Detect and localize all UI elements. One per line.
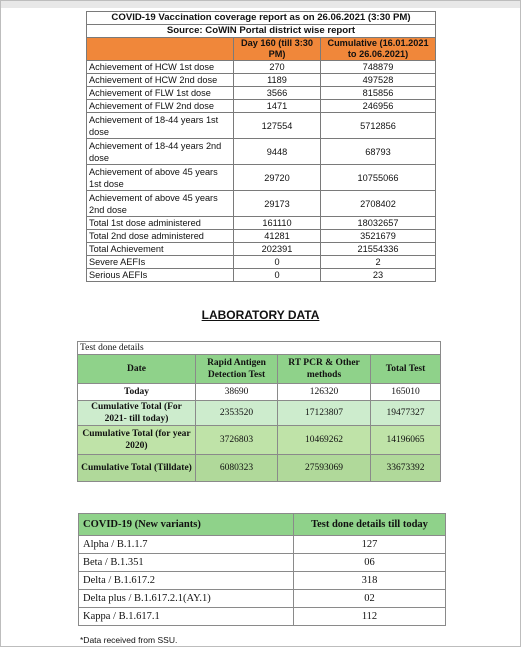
- row-label: Achievement of HCW 2nd dose: [87, 74, 234, 87]
- table-row: [87, 61, 436, 74]
- variant-count: 06: [294, 554, 446, 572]
- lab-row-rat: 6080323: [196, 455, 278, 482]
- vaccination-header-blank: [87, 38, 234, 61]
- variant-name: Kappa / B.1.617.1: [79, 608, 294, 626]
- row-day: 9448: [234, 139, 321, 165]
- lab-row-label: Today: [78, 384, 196, 401]
- row-label: Achievement of above 45 years 2nd dose: [87, 191, 234, 217]
- laboratory-table: [77, 341, 441, 482]
- table-row: [87, 100, 436, 113]
- vaccination-header-day: Day 160 (till 3:30 PM): [234, 38, 321, 61]
- table-row: [87, 87, 436, 100]
- table-row: [78, 401, 441, 426]
- row-cumulative: 21554336: [321, 243, 436, 256]
- row-cumulative: 68793: [321, 139, 436, 165]
- variant-count: 02: [294, 590, 446, 608]
- row-day: 41281: [234, 230, 321, 243]
- table-row: [79, 572, 446, 590]
- lab-row-label: Cumulative Total (for year 2020): [78, 426, 196, 455]
- variant-name: Delta plus / B.1.617.2.1(AY.1): [79, 590, 294, 608]
- lab-row-rat: 2353520: [196, 401, 278, 426]
- table-row: [87, 139, 436, 165]
- variant-name: Alpha / B.1.1.7: [79, 536, 294, 554]
- row-cumulative: 23: [321, 269, 436, 282]
- variant-count: 127: [294, 536, 446, 554]
- table-row: [79, 608, 446, 626]
- variant-count: 318: [294, 572, 446, 590]
- table-row: [79, 554, 446, 572]
- lab-row-rtpcr: 126320: [278, 384, 371, 401]
- row-day: 29720: [234, 165, 321, 191]
- row-cumulative: 5712856: [321, 113, 436, 139]
- table-row: [87, 230, 436, 243]
- table-row: [87, 243, 436, 256]
- lab-row-rtpcr: 10469262: [278, 426, 371, 455]
- vaccination-source: Source: CoWIN Portal district wise report: [87, 25, 436, 38]
- row-day: 202391: [234, 243, 321, 256]
- table-row: [87, 165, 436, 191]
- lab-row-total: 33673392: [371, 455, 441, 482]
- table-row: [79, 590, 446, 608]
- row-cumulative: 2: [321, 256, 436, 269]
- lab-header-total: Total Test: [371, 355, 441, 384]
- laboratory-heading: LABORATORY DATA: [201, 308, 320, 322]
- lab-caption: Test done details: [78, 342, 441, 355]
- table-row: [78, 384, 441, 401]
- lab-row-label: Cumulative Total (Tilldate): [78, 455, 196, 482]
- vaccination-header-cumulative: Cumulative (16.01.2021 to 26.06.2021): [321, 38, 436, 61]
- row-label: Achievement of 18-44 years 2nd dose: [87, 139, 234, 165]
- row-day: 3566: [234, 87, 321, 100]
- lab-row-rat: 38690: [196, 384, 278, 401]
- row-day: 1471: [234, 100, 321, 113]
- vaccination-table: [86, 11, 436, 282]
- table-row: [78, 426, 441, 455]
- row-label: Achievement of FLW 2nd dose: [87, 100, 234, 113]
- lab-header-date: Date: [78, 355, 196, 384]
- row-day: 1189: [234, 74, 321, 87]
- variants-header-name: COVID-19 (New variants): [79, 514, 294, 536]
- row-day: 161110: [234, 217, 321, 230]
- table-row: [87, 217, 436, 230]
- variant-name: Delta / B.1.617.2: [79, 572, 294, 590]
- lab-row-total: 14196065: [371, 426, 441, 455]
- row-cumulative: 497528: [321, 74, 436, 87]
- lab-row-total: 165010: [371, 384, 441, 401]
- lab-row-rtpcr: 27593069: [278, 455, 371, 482]
- table-row: [87, 256, 436, 269]
- table-row: [87, 269, 436, 282]
- row-label: Total Achievement: [87, 243, 234, 256]
- row-label: Achievement of FLW 1st dose: [87, 87, 234, 100]
- row-day: 127554: [234, 113, 321, 139]
- row-label: Achievement of HCW 1st dose: [87, 61, 234, 74]
- table-row: [87, 191, 436, 217]
- lab-row-label: Cumulative Total (For 2021- till today): [78, 401, 196, 426]
- row-label: Serious AEFIs: [87, 269, 234, 282]
- row-label: Severe AEFIs: [87, 256, 234, 269]
- row-cumulative: 2708402: [321, 191, 436, 217]
- row-label: Achievement of above 45 years 1st dose: [87, 165, 234, 191]
- row-cumulative: 815856: [321, 87, 436, 100]
- lab-header-rtpcr: RT PCR & Other methods: [278, 355, 371, 384]
- row-label: Achievement of 18-44 years 1st dose: [87, 113, 234, 139]
- lab-header-rat: Rapid Antigen Detection Test: [196, 355, 278, 384]
- row-cumulative: 10755066: [321, 165, 436, 191]
- lab-row-rtpcr: 17123807: [278, 401, 371, 426]
- row-label: Total 1st dose administered: [87, 217, 234, 230]
- variant-name: Beta / B.1.351: [79, 554, 294, 572]
- table-row: [78, 455, 441, 482]
- variant-count: 112: [294, 608, 446, 626]
- vaccination-title: COVID-19 Vaccination coverage report as on 26.06.2021 (3:30 PM): [87, 12, 436, 25]
- row-day: 29173: [234, 191, 321, 217]
- row-day: 270: [234, 61, 321, 74]
- row-label: Total 2nd dose administered: [87, 230, 234, 243]
- table-row: [87, 74, 436, 87]
- row-cumulative: 3521679: [321, 230, 436, 243]
- row-cumulative: 18032657: [321, 217, 436, 230]
- variants-table: [78, 513, 446, 626]
- table-row: [87, 113, 436, 139]
- row-cumulative: 748879: [321, 61, 436, 74]
- lab-row-rat: 3726803: [196, 426, 278, 455]
- variants-header-count: Test done details till today: [294, 514, 446, 536]
- lab-row-total: 19477327: [371, 401, 441, 426]
- row-cumulative: 246956: [321, 100, 436, 113]
- footnote: *Data received from SSU.: [80, 635, 178, 645]
- row-day: 0: [234, 269, 321, 282]
- table-row: [79, 536, 446, 554]
- row-day: 0: [234, 256, 321, 269]
